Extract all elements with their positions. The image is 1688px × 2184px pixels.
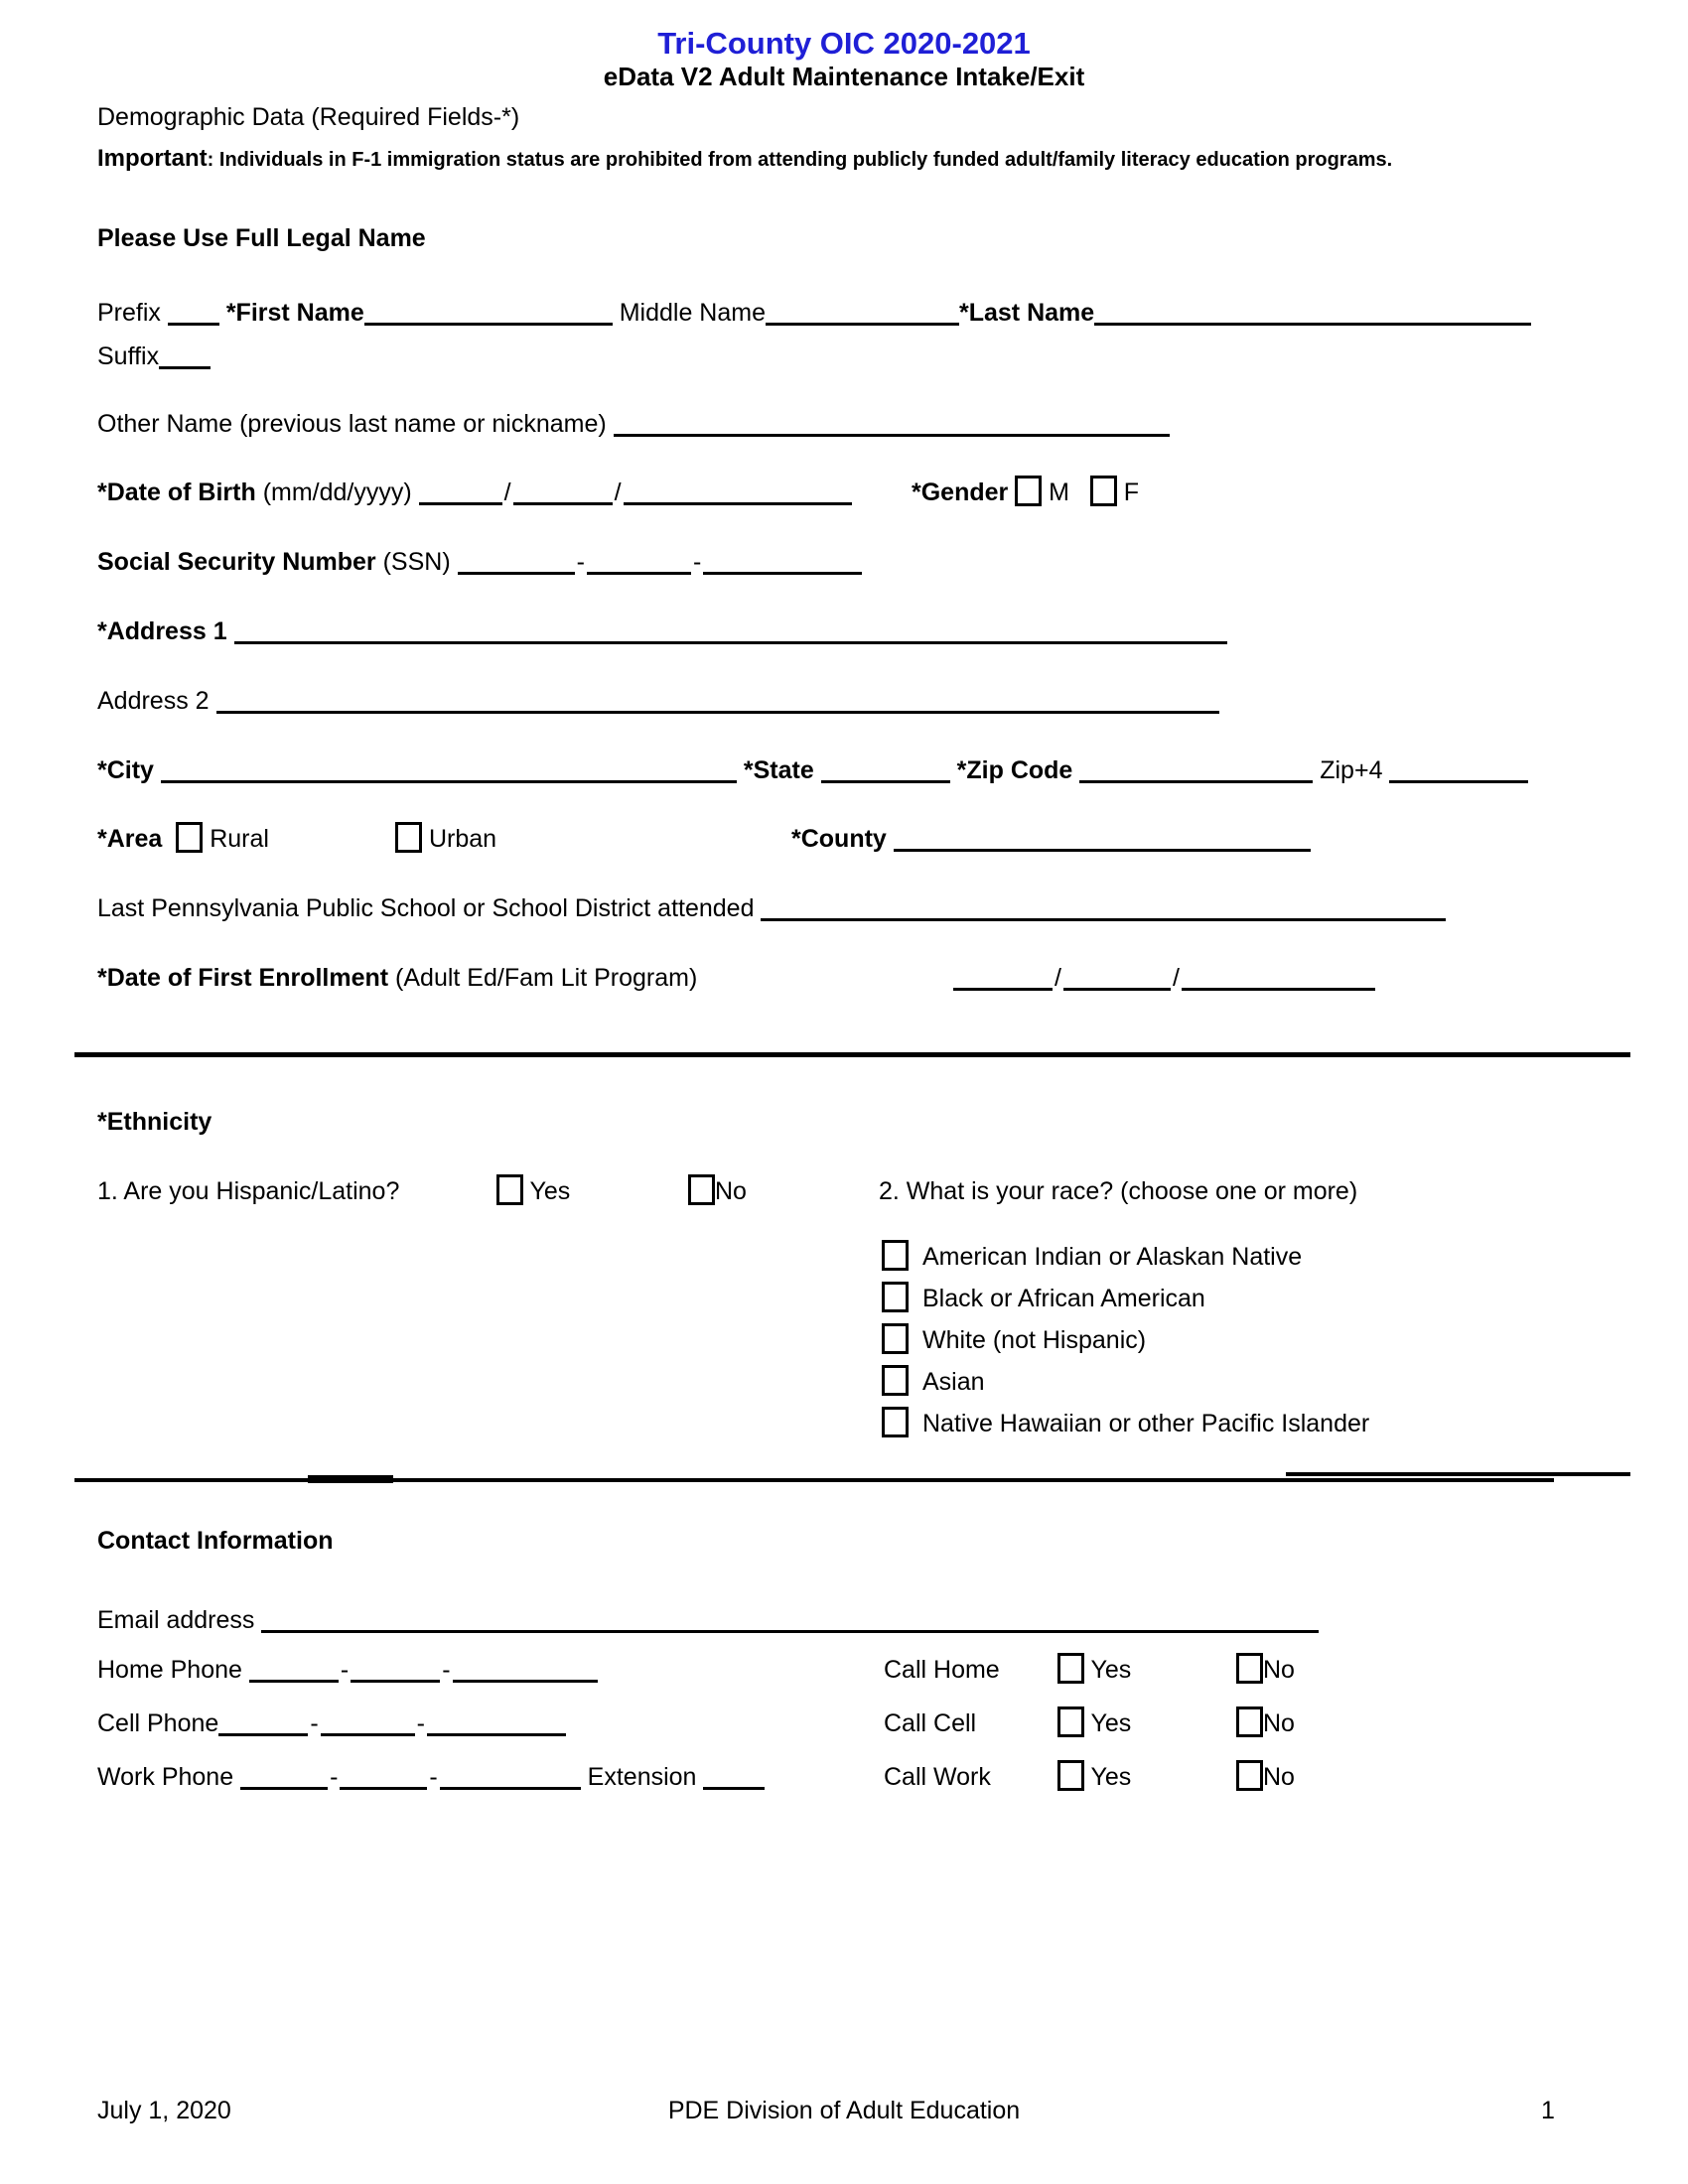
city-label: *City xyxy=(97,756,154,784)
name-row xyxy=(97,295,1531,333)
section-divider xyxy=(1286,1472,1630,1476)
enrollment-paren-label: (Adult Ed/Fam Lit Program) xyxy=(395,964,698,992)
ssn-row xyxy=(97,544,862,582)
call-work-label: Call Work xyxy=(884,1763,991,1791)
work-phone-label: Work Phone xyxy=(97,1763,234,1791)
dash-separator: - xyxy=(340,1656,350,1684)
footer-page-number: 1 xyxy=(1541,2097,1555,2124)
other-name-label: Other Name (previous last name or nickname) xyxy=(97,410,607,438)
gender-label: *Gender xyxy=(912,478,1009,506)
state-blank[interactable] xyxy=(821,754,950,783)
slash-separator: / xyxy=(503,478,511,506)
address2-label: Address 2 xyxy=(97,687,210,715)
form-subtitle: eData V2 Adult Maintenance Intake/Exit xyxy=(603,62,1085,91)
race-option-row xyxy=(882,1406,1369,1443)
ssn-2-blank[interactable] xyxy=(587,546,691,575)
section-divider xyxy=(74,1052,1630,1057)
area-label: *Area xyxy=(97,825,163,853)
ethnicity-heading xyxy=(97,1104,211,1142)
ethnicity-heading-text: *Ethnicity xyxy=(97,1108,212,1136)
call-cell-no-group xyxy=(1236,1706,1295,1741)
dash-separator: - xyxy=(330,1763,339,1791)
home-phone-2-blank[interactable] xyxy=(351,1654,440,1683)
email-blank[interactable] xyxy=(261,1604,1319,1633)
zip4-label: Zip+4 xyxy=(1320,756,1383,784)
middle-name-label: Middle Name xyxy=(619,299,766,327)
contact-heading-text: Contact Information xyxy=(97,1527,334,1555)
race-option-row xyxy=(882,1239,1302,1277)
address1-row xyxy=(97,614,1227,651)
section-note-row xyxy=(97,99,519,137)
dob-day-blank[interactable] xyxy=(513,477,613,505)
area-rural-label: Rural xyxy=(210,825,269,853)
county-label: *County xyxy=(791,825,887,853)
legal-name-heading xyxy=(97,220,426,258)
race-black-label: Black or African American xyxy=(922,1285,1205,1312)
school-blank[interactable] xyxy=(761,892,1446,921)
zip-label: *Zip Code xyxy=(956,756,1073,784)
ssn-1-blank[interactable] xyxy=(458,546,575,575)
zip-blank[interactable] xyxy=(1079,754,1313,783)
dash-separator: - xyxy=(692,548,702,576)
cell-phone-label: Cell Phone xyxy=(97,1709,219,1737)
slash-separator: / xyxy=(614,478,622,506)
enroll-year-blank[interactable] xyxy=(1182,962,1375,991)
ssn-label: Social Security Number xyxy=(97,548,376,576)
email-row xyxy=(97,1602,1319,1640)
contact-heading xyxy=(97,1523,334,1561)
middle-name-blank[interactable] xyxy=(766,297,959,326)
area-row xyxy=(97,821,887,859)
call-work-no-label: No xyxy=(1263,1763,1295,1791)
hispanic-no-label: No xyxy=(715,1177,747,1205)
extension-label: Extension xyxy=(587,1763,697,1791)
race-option-row xyxy=(882,1281,1205,1318)
address1-label: *Address 1 xyxy=(97,617,227,645)
race-asian-checkbox[interactable] xyxy=(882,1365,909,1396)
city-row xyxy=(97,752,1528,790)
race-asian-label: Asian xyxy=(922,1368,985,1396)
dash-separator: - xyxy=(416,1709,425,1737)
race-question-label: 2. What is your race? (choose one or more) xyxy=(879,1177,1358,1205)
gender-f-label: F xyxy=(1123,478,1140,506)
enroll-month-blank[interactable] xyxy=(953,962,1053,991)
gender-f-checkbox[interactable] xyxy=(1090,476,1117,506)
suffix-label: Suffix xyxy=(97,342,160,370)
important-label: Important xyxy=(97,145,208,172)
home-phone-label: Home Phone xyxy=(97,1656,242,1684)
race-option-row xyxy=(882,1322,1146,1360)
cell-phone-1-blank[interactable] xyxy=(218,1707,308,1736)
home-phone-3-blank[interactable] xyxy=(453,1654,598,1683)
slash-separator: / xyxy=(1055,964,1061,992)
area-rural-checkbox[interactable] xyxy=(176,822,203,853)
call-home-label: Call Home xyxy=(884,1656,1000,1684)
call-cell-yes-label: Yes xyxy=(1090,1709,1132,1737)
call-home-no-group xyxy=(1236,1652,1295,1688)
enrollment-row xyxy=(97,960,1180,998)
county-group xyxy=(791,821,1311,857)
state-label: *State xyxy=(743,756,814,784)
race-american-indian-label: American Indian or Alaskan Native xyxy=(922,1243,1303,1271)
school-label: Last Pennsylvania Public School or School District attended xyxy=(97,894,755,922)
home-phone-1-blank[interactable] xyxy=(249,1654,339,1683)
prefix-blank[interactable] xyxy=(168,297,219,326)
enrollment-date-group xyxy=(953,960,1375,996)
call-cell-yes-checkbox[interactable] xyxy=(1057,1706,1084,1737)
hispanic-yes-checkbox[interactable] xyxy=(496,1174,523,1205)
race-option-row xyxy=(882,1364,985,1402)
hispanic-no-group xyxy=(688,1173,747,1209)
address2-row xyxy=(97,683,1219,721)
suffix-blank[interactable] xyxy=(159,341,211,369)
section-note: Demographic Data (Required Fields-*) xyxy=(97,103,520,131)
county-blank[interactable] xyxy=(894,823,1311,852)
slash-separator: / xyxy=(1172,964,1180,992)
work-phone-1-blank[interactable] xyxy=(240,1761,328,1790)
cell-phone-2-blank[interactable] xyxy=(321,1707,415,1736)
ssn-paren-label: (SSN) xyxy=(382,548,451,576)
suffix-row xyxy=(97,339,211,376)
dob-format-label: (mm/dd/yyyy) xyxy=(262,478,412,506)
extension-blank[interactable] xyxy=(703,1761,765,1790)
other-name-blank[interactable] xyxy=(614,408,1170,437)
important-row xyxy=(97,140,1392,178)
section-divider xyxy=(308,1475,393,1483)
hispanic-no-checkbox[interactable] xyxy=(688,1174,715,1205)
call-cell-yes-group xyxy=(1057,1706,1131,1741)
cell-phone-row xyxy=(97,1706,1295,1743)
race-black-checkbox[interactable] xyxy=(882,1282,909,1312)
last-name-label: *Last Name xyxy=(959,299,1095,327)
work-phone-3-blank[interactable] xyxy=(440,1761,581,1790)
section-divider xyxy=(74,1478,1554,1482)
hispanic-question-label: 1. Are you Hispanic/Latino? xyxy=(97,1177,400,1205)
call-cell-no-checkbox[interactable] xyxy=(1236,1706,1263,1737)
legal-name-heading-text: Please Use Full Legal Name xyxy=(97,224,426,252)
hispanic-yes-label: Yes xyxy=(529,1177,571,1205)
area-urban-checkbox[interactable] xyxy=(395,822,422,853)
city-blank[interactable] xyxy=(161,754,737,783)
footer-date: July 1, 2020 xyxy=(97,2097,231,2124)
dash-separator: - xyxy=(310,1709,319,1737)
call-work-yes-group xyxy=(1057,1759,1131,1795)
dash-separator: - xyxy=(442,1656,451,1684)
address1-blank[interactable] xyxy=(234,615,1227,644)
enrollment-label: *Date of First Enrollment xyxy=(97,964,389,992)
first-name-blank[interactable] xyxy=(364,297,613,326)
last-name-blank[interactable] xyxy=(1094,297,1531,326)
prefix-label: Prefix xyxy=(97,299,161,327)
home-phone-row xyxy=(97,1652,1295,1690)
form-title: Tri-County OIC 2020-2021 xyxy=(657,26,1031,61)
hispanic-yes-group xyxy=(496,1173,570,1209)
call-cell-no-label: No xyxy=(1263,1709,1295,1737)
area-urban-group xyxy=(395,821,496,857)
gender-m-label: M xyxy=(1049,478,1069,506)
footer-center-text: PDE Division of Adult Education xyxy=(667,2097,1021,2124)
gender-m-checkbox[interactable] xyxy=(1015,476,1042,506)
dob-year-blank[interactable] xyxy=(624,477,852,505)
dash-separator: - xyxy=(576,548,585,576)
important-text: : Individuals in F-1 immigration status are prohibited from attending publicly funded adult/family literacy education programs. xyxy=(207,149,1393,171)
call-work-yes-label: Yes xyxy=(1090,1763,1132,1791)
dob-label: *Date of Birth xyxy=(97,478,256,506)
call-home-yes-group xyxy=(1057,1652,1131,1688)
other-name-row xyxy=(97,406,1170,444)
ssn-3-blank[interactable] xyxy=(703,546,862,575)
area-urban-label: Urban xyxy=(428,825,497,853)
call-work-no-checkbox[interactable] xyxy=(1236,1760,1263,1791)
race-american-indian-checkbox[interactable] xyxy=(882,1240,909,1271)
dash-separator: - xyxy=(429,1763,438,1791)
page-footer xyxy=(0,2093,1688,2130)
school-row xyxy=(97,890,1446,928)
call-work-yes-checkbox[interactable] xyxy=(1057,1760,1084,1791)
call-work-no-group xyxy=(1236,1759,1295,1795)
gender-group xyxy=(912,475,1139,510)
race-pacific-islander-label: Native Hawaiian or other Pacific Islander xyxy=(922,1410,1370,1437)
dob-row xyxy=(97,475,1140,512)
call-home-yes-label: Yes xyxy=(1090,1656,1132,1684)
work-phone-2-blank[interactable] xyxy=(340,1761,427,1790)
call-cell-label: Call Cell xyxy=(884,1709,977,1737)
race-white-checkbox[interactable] xyxy=(882,1323,909,1354)
race-white-label: White (not Hispanic) xyxy=(922,1326,1147,1354)
race-pacific-islander-checkbox[interactable] xyxy=(882,1407,909,1437)
call-home-no-label: No xyxy=(1263,1656,1295,1684)
hispanic-question-row xyxy=(97,1173,1358,1211)
enroll-day-blank[interactable] xyxy=(1063,962,1171,991)
cell-phone-3-blank[interactable] xyxy=(427,1707,566,1736)
call-home-yes-checkbox[interactable] xyxy=(1057,1653,1084,1684)
first-name-label: *First Name xyxy=(225,299,364,327)
dob-month-blank[interactable] xyxy=(419,477,502,505)
work-phone-row xyxy=(97,1759,1295,1797)
call-home-no-checkbox[interactable] xyxy=(1236,1653,1263,1684)
zip4-blank[interactable] xyxy=(1389,754,1528,783)
address2-blank[interactable] xyxy=(216,685,1219,714)
email-label: Email address xyxy=(97,1606,255,1634)
